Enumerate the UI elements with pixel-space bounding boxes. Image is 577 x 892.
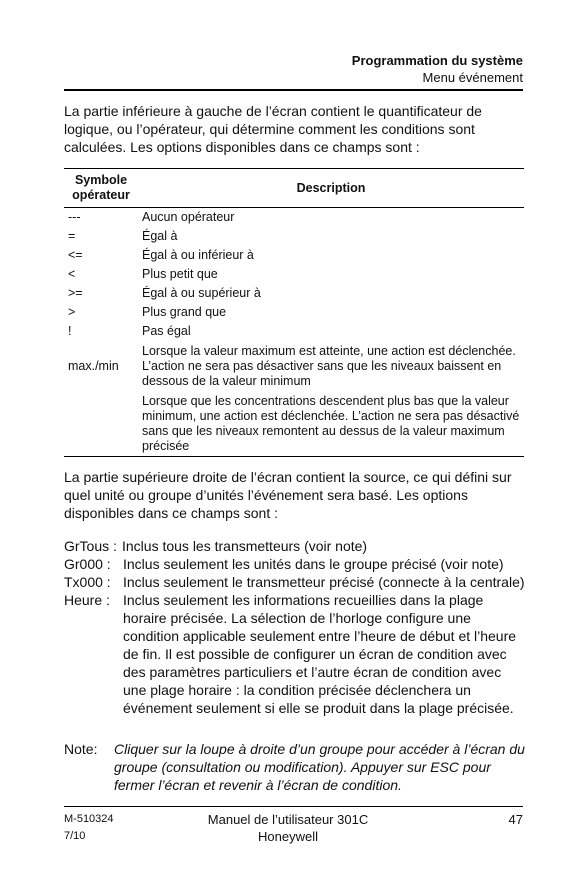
operator-symbol: >=	[68, 286, 83, 300]
note-label: Note:	[64, 741, 98, 757]
list-item	[64, 573, 526, 591]
operator-description: Lorsque la valeur maximum est atteinte, une action est déclenchée. L’action ne sera pas désactiver sans que les niveaux baissent en dessous de la valeur minimum	[142, 344, 516, 388]
operator-symbol: =	[68, 229, 76, 243]
page-header	[352, 52, 523, 86]
definition-text: Inclus seulement les informations recueillies dans la plage horaire précisée. La sélection de l’horloge configure une condition applicable seulement entre l’heure de début et l’heure de fin. Il est possible de configurer un écran de condition avec des paramètres particuliers et l’autre écran de condition avec une plage horaire : la condition précisée déclenchera un événement seulement si elle se produit dans la plage précisée.	[123, 592, 517, 716]
definition-code: Gr000 :	[64, 556, 115, 572]
table-row	[64, 391, 524, 457]
table-row	[64, 322, 524, 341]
operator-symbol: !	[68, 324, 72, 338]
operator-symbol: ---	[68, 210, 81, 224]
operator-symbol	[64, 391, 138, 457]
col-description-header: Description	[138, 169, 524, 208]
source-paragraph: La partie supérieure droite de l’écran contient la source, ce qui défini sur quel unité ou groupe d’unités l’événement sera basé. Les options disponibles dans ce champs sont :	[64, 469, 512, 521]
operator-description: Plus grand que	[142, 305, 227, 319]
table-row	[64, 265, 524, 284]
list-item	[64, 591, 526, 717]
table-row	[64, 284, 524, 303]
section-subtitle: Menu événement	[422, 70, 523, 85]
definition-code: GrTous :	[64, 538, 117, 554]
footer-divider	[64, 806, 523, 807]
operator-description: Lorsque que les concentrations descendent plus bas que la valeur minimum, une action est déclenchée. L’action ne sera pas désactivé sans que les niveaux remontent au dessus de la valeur maximum précisée	[138, 391, 524, 457]
brand-name: Honeywell	[258, 829, 318, 844]
page-number: 47	[508, 812, 523, 827]
definition-text: Inclus tous les transmetteurs (voir note)	[122, 538, 368, 554]
operator-description: Égal à ou supérieur à	[142, 286, 261, 300]
operator-description: Pas égal	[142, 324, 191, 338]
table-row	[64, 341, 524, 391]
operator-symbol: <=	[68, 248, 83, 262]
footer-manual-info	[198, 811, 378, 845]
list-item	[64, 555, 526, 573]
table-row	[64, 246, 524, 265]
intro-paragraph: La partie inférieure à gauche de l’écran contient le quantificateur de logique, ou l’opérateur, qui détermine comment les conditions sont calculées. Les options disponibles dans ce champs sont :	[64, 103, 482, 155]
note-block	[64, 740, 526, 794]
note-text: Cliquer sur la loupe à droite d’un groupe pour accéder à l’écran du groupe (consultation ou modification). Appuyer sur ESC pour fermer l’écran et revenir à l’écran de condition.	[114, 741, 525, 793]
doc-number: M-510324	[64, 813, 114, 825]
definition-text: Inclus seulement le transmetteur précisé (connecte à la centrale)	[123, 574, 525, 590]
table-row	[64, 227, 524, 246]
footer-doc-info	[64, 811, 114, 845]
operator-description: Égal à	[142, 229, 178, 243]
operator-description: Aucun opérateur	[142, 210, 235, 224]
operator-symbol: <	[68, 267, 76, 281]
definition-text: Inclus seulement les unités dans le groupe précisé (voir note)	[123, 556, 504, 572]
manual-title: Manuel de l’utilisateur 301C	[207, 812, 369, 827]
table-header-row	[64, 169, 524, 208]
table-row	[64, 208, 524, 228]
col-symbol-header: Symbole opérateur	[64, 169, 138, 208]
definition-code: Heure :	[64, 592, 114, 608]
operator-description: Égal à ou inférieur à	[142, 248, 254, 262]
source-definitions	[64, 537, 526, 717]
list-item	[64, 537, 526, 555]
doc-date: 7/10	[64, 830, 86, 842]
operator-description: Plus petit que	[142, 267, 218, 281]
definition-code: Tx000 :	[64, 574, 115, 590]
section-title: Programmation du système	[351, 53, 523, 68]
operator-symbol: >	[68, 305, 76, 319]
operator-table	[64, 168, 524, 457]
operator-symbol: max./min	[68, 359, 119, 373]
table-row	[64, 303, 524, 322]
header-divider	[64, 89, 523, 91]
